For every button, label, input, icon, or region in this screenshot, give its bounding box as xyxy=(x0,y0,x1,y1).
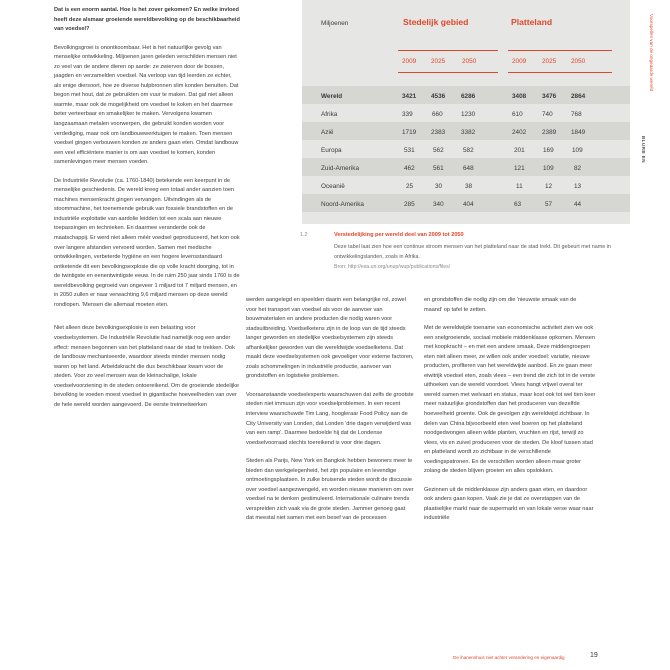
paragraph-raw-materials: en grondstoffen die nodig zijn om die 'nieuwste smaak van de maand' op tafel te zetten. xyxy=(424,297,577,313)
table-cell: 648 xyxy=(463,165,474,172)
paragraph-food-chains: werden aangelegd en speelden daarin een belangrijke rol, zowel voor het transport van voedsel als voor de aanvoer van bouwmaterialen en andere producten die nodig waren voor stadsuitbreiding. Voedselketens zijn in de loop van de tijd steeds langer geworden en stedelijke voedselsystemen zijn steeds afhankelijker geworden van die wereldwijde voedselketens. Dat maakt deze voedselsystemen ook gevoeliger voor externe factoren, zoals schommelingen in industriële productie, aanvoer van grondstoffen en logistieke problemen. xyxy=(246,297,414,380)
paragraph-middle-class: Met de wereldwijde toename van economische activiteit zien we ook een snelgroeiende, sociaal mobiele middenklasse opkomen. Mensen met koopkracht – en met een andere smaak. Deze middengroepen eten niet alleen meer, ze willen ook ander voedsel: variatie, nieuwe producten, proflteren van het wereldwijde aanbod. En ze gaan meer eiwitrijk voedsel eten, zoals vlees – een trend die zich tot in de verste uithoeken van de wereld voordoet. Vlees hangt vrijwel overal ter wereld samen met welvaart en status, maar kost ook tot wel tien keer meer natuurlijke grondstoffen dan het produceren van dezelfde hoeveelheid groente. Ook de gevolgen zijn wereldwijd zichtbaar. In delen van China bijvoorbeeld eten veel boeren op het platteland noodgedwongen alleen wilde planten, vruchten en rijst, terwijl zo vlees, vis en zuivel produceren voor de steden. De kloof tussen stad en platteland wordt zo zichtbaar in de verschillende voedingspatronen. En de verschillen worden alleen maar groter zolang de steden blijven groeien en alles opslokken. xyxy=(424,325,596,475)
table-cell: 3408 xyxy=(512,93,527,100)
side-chapter-label: BLURB EN xyxy=(641,136,646,163)
year-header: 2009 xyxy=(402,58,417,65)
table-cell: 610 xyxy=(512,111,523,118)
table-row-label: Noord-Amerika xyxy=(321,201,364,208)
caption-source: Bron: http://esa.un.org/unup/wup/publications/files/ xyxy=(334,264,451,270)
table-cell: 6286 xyxy=(461,93,476,100)
caption-number: 1.2 xyxy=(300,232,308,238)
year-rule-urban xyxy=(398,72,498,73)
table-cell: 30 xyxy=(435,183,443,190)
year-rule-rural xyxy=(508,72,612,73)
right-text-column xyxy=(424,296,596,533)
table-unit-header: Miljoenen xyxy=(321,20,349,27)
table-cell: 582 xyxy=(463,147,474,154)
table-cell: 57 xyxy=(545,201,553,208)
table-row-label: Oceanië xyxy=(321,183,345,190)
table-cell: 660 xyxy=(432,111,443,118)
table-row-label: Azië xyxy=(321,129,334,136)
table-cell: 38 xyxy=(465,183,473,190)
table-cell: 201 xyxy=(514,147,525,154)
year-header: 2025 xyxy=(431,58,446,65)
table-cell: 121 xyxy=(514,165,525,172)
paragraph-food-experts: Vooraanstaande voedselexperts waarschuwen dat zelfs de grootste steden niet immuun zijn voor voedselproblemen. In een recent interview waarschuwde Tim Lang, hoogleraar Food Policy aan de City University van Londen, dat Londen 'drie dagen verwijderd was van een ramp'. Daarmee bedoelde hij dat de Londense voedselvoorraad slechts toereikend is voor drie dagen. xyxy=(246,391,414,446)
table-cell: 13 xyxy=(574,183,582,190)
table-row-label: Zuid-Amerika xyxy=(321,165,359,172)
table-cell: 169 xyxy=(543,147,554,154)
table-cell: 340 xyxy=(433,201,444,208)
left-text-column xyxy=(54,6,240,419)
year-header: 2009 xyxy=(512,58,527,65)
table-cell: 25 xyxy=(406,183,414,190)
table-cell: 1849 xyxy=(571,129,586,136)
table-cell: 531 xyxy=(404,147,415,154)
table-cell: 339 xyxy=(402,111,413,118)
year-header: 2025 xyxy=(542,58,557,65)
caption-text: Deze tabel laat zien hoe een continue stroom mensen van het platteland naar de stad trekt. Dit gebeurt met name in ontwikkelingslanden, zoals in Afrika. xyxy=(334,244,611,260)
year-header: 2050 xyxy=(571,58,586,65)
table-cell: 285 xyxy=(404,201,415,208)
paragraph-population-growth: Bevolkingsgroei is onontkoombaar. Het is het natuurlijke gevolg van menselijke ontwikkeling. Miljoenen jaren geleden verschilden mensen niet zo veel van de andere dieren op aarde: ze zwierven door de bossen, jaagden en verzamelden voedsel. Na verloop van tijd leerden ze echter, als enige diersoort, hoe ze diverse hulpbronnen slim konden benutten. Dat begon met hout, dat ze gebruikten om vuur te maken. Dat gaf niet alleen warmte, maar ook de mogelijkheid om voedsel te koken en het daarmee beter verteerbaar en smakelijker te maken. Vervolgens kwamen langzaamaan metalen voorwerpen, die gebruikt konden worden voor verdediging, maar ook om landbouwwerktuigen te maken. Toen mensen voedsel gingen verbouwen konden ze anders gaan eten. Omdat landbouw een veel efficiëntere manier is om aan voedsel te komen, konden samenlevingen meer mensen voeden. xyxy=(54,44,239,166)
header-rule-rural xyxy=(508,50,612,51)
table-cell: 63 xyxy=(514,201,522,208)
table-cell: 561 xyxy=(433,165,444,172)
table-cell: 3382 xyxy=(461,129,476,136)
lead-paragraph: Dat is een enorm aantal. Hoe is het zover gekomen? En welke invloed heeft deze alsmaar groeiende wereldbevolking op de beschikbaarheid van voedsel? xyxy=(54,7,240,33)
table-cell: 404 xyxy=(463,201,474,208)
table-cell: 740 xyxy=(542,111,553,118)
paragraph-urbanisation: Niet alleen deze bevolkingsexplosie is een belasting voor voedselsystemen. De Industriële Revolutie had namelijk nog een ander effect: mensen begonnen van het platteland naar de stad te trekken. Ook de landbouw mechaniseerde, waardoor steeds minder mensen nodig waren op het land. Arbeidskracht die dus beschikbaar kwam voor de steden. Voor zo veel mensen was de kleinschalige, lokale voedselvoorziening in de steden ontoereikend. Om de groeiende stedelijke bevolking te voeden moest voedsel in gigantische hoeveelheden van over de hele wereld worden aangevoerd. De eerste treinnetwerken xyxy=(54,325,240,408)
table-row-label: Wereld xyxy=(321,93,343,100)
table-cell: 4536 xyxy=(431,93,446,100)
table-cell: 3421 xyxy=(402,93,417,100)
header-rule-urban xyxy=(398,50,498,51)
table-cell: 109 xyxy=(572,147,583,154)
caption-title: Verstedelijking per wereld deel van 2009 tot 2050 xyxy=(334,232,464,238)
group-header-urban: Stedelijk gebied xyxy=(403,17,469,27)
table-cell: 562 xyxy=(433,147,444,154)
table-cell: 3476 xyxy=(542,93,557,100)
side-running-title: Voorspellen van de ongeaarde wereld xyxy=(649,14,654,92)
urbanisation-table xyxy=(302,0,630,224)
table-cell: 2383 xyxy=(431,129,446,136)
year-header: 2050 xyxy=(462,58,477,65)
paragraph-industrial-revolution: De Industriële Revolutie (ca. 1760-1840) betekende een keerpunt in de menselijke geschiedenis. De wereld kreeg een totaal ander aanzien toen machines mensenkracht gingen vervangen. Uitvindingen als de stoommachine, het toenemende gebruik van fossiele brandstoffen en de industriële exploitatie van aardolie leidden tot een scala aan nieuwe toepassingen en technieken. En daarmee veranderde ook de maatschappij. Er werd niet alleen méér voedsel geproduceerd, het kon ook over langere afstanden vervoerd worden. Samen met medische ontwikkelingen, verbeterde hygiëne en een hogere levensstandaard ontketende dit een bevolkingsexplosie die op volle kracht doorging, tot in de twintigste en eenentwintigste eeuw. In de ruim 250 jaar sinds 1760 is de wereldbevolking gegroeid van ongeveer 1 miljard tot 7 miljard mensen, en in 2050 zullen er naar verwachting 9,6 miljard mensen op deze wereld rondlopen. 'Mensen die allemaal moeten eten. xyxy=(54,177,240,308)
table-cell: 1719 xyxy=(402,129,417,136)
paragraph-cities: Steden als Parijs, New York en Bangkok hebben bewoners meer te bieden dan werkgelegenheid, het zijn populaire en levendige ontmoetingsplaatsen. In zulke bruisende steden wordt de discussie over voedsel aangezwengeld, en worden nieuwe manieren om over voedsel na te denken gestimuleerd. Internationale culinaire trends verspreiden zich vaak via de grote steden. Jammer genoeg gaat dat meestal niet samen met een besef van de processen xyxy=(246,458,414,522)
table-cell: 82 xyxy=(574,165,582,172)
page-number: 19 xyxy=(590,652,598,659)
middle-text-column xyxy=(246,296,414,533)
table-cell: 2864 xyxy=(571,93,586,100)
table-row-label: Europa xyxy=(321,147,342,154)
table-row-label: Afrika xyxy=(321,111,338,118)
group-header-rural: Platteland xyxy=(511,17,553,27)
table-cell: 2402 xyxy=(512,129,527,136)
table-cell: 2389 xyxy=(542,129,557,136)
table-cell: 768 xyxy=(571,111,582,118)
table-cell: 11 xyxy=(516,183,523,190)
footer-running-text: De ihanenshuis niet achter verandering en eigenaardig xyxy=(453,655,565,660)
table-cell: 1230 xyxy=(461,111,476,118)
table-cell: 462 xyxy=(404,165,415,172)
table-cell: 44 xyxy=(574,201,582,208)
table-cell: 12 xyxy=(545,183,553,190)
paragraph-families: Gezinnen uit de middenklasse zijn anders gaan eten, en daardoor ook anders gaan kopen. Vaak zie je dat ze overstappen van de plaatselijke markt naar de supermarkt en van lokale verse waar naar industriële xyxy=(424,486,594,522)
table-cell: 109 xyxy=(543,165,554,172)
